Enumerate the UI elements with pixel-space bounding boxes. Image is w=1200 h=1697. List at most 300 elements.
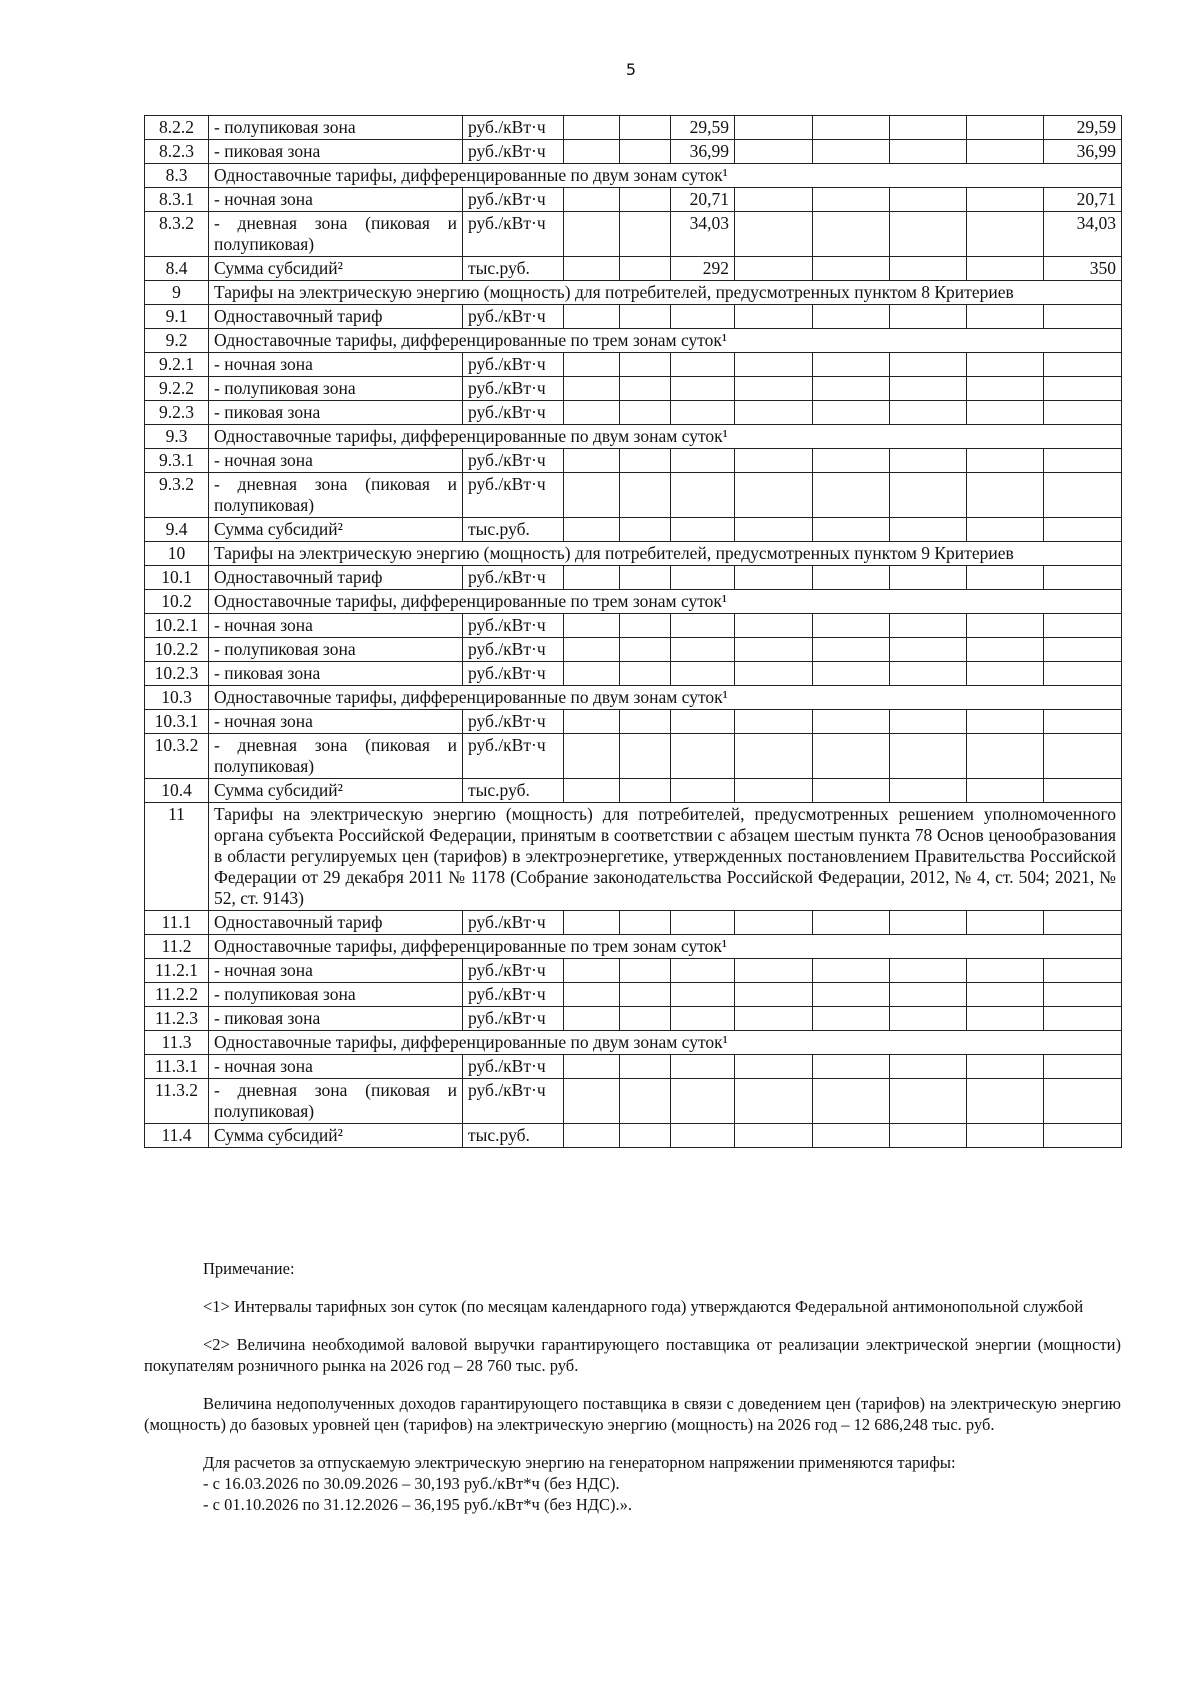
empty-cell: [620, 614, 671, 638]
empty-cell: [890, 983, 967, 1007]
row-number: 10.3.1: [145, 710, 209, 734]
empty-cell: [813, 377, 890, 401]
row-unit: руб./кВт·ч: [463, 1055, 564, 1079]
empty-cell: [1044, 779, 1122, 803]
empty-cell: [813, 257, 890, 281]
row-unit: руб./кВт·ч: [463, 566, 564, 590]
table-row: [145, 329, 1122, 353]
row-name: - пиковая зона: [209, 1007, 463, 1031]
empty-cell: [564, 188, 620, 212]
empty-cell: [890, 257, 967, 281]
empty-cell: [967, 257, 1044, 281]
empty-cell: [735, 662, 813, 686]
empty-cell: [813, 212, 890, 257]
row-unit: руб./кВт·ч: [463, 449, 564, 473]
empty-cell: [671, 473, 735, 518]
empty-cell: [620, 116, 671, 140]
empty-cell: [735, 911, 813, 935]
table-row: [145, 803, 1122, 911]
empty-cell: [1044, 1124, 1122, 1148]
empty-cell: [620, 779, 671, 803]
empty-cell: [671, 779, 735, 803]
empty-cell: [671, 638, 735, 662]
row-section-title: Тарифы на электрическую энергию (мощность) для потребителей, предусмотренных пунктом 9 Критериев: [209, 542, 1122, 566]
empty-cell: [735, 257, 813, 281]
row-number: 9.2.3: [145, 401, 209, 425]
empty-cell: [564, 353, 620, 377]
row-number: 8.3.2: [145, 212, 209, 257]
row-number: 11.1: [145, 911, 209, 935]
row-number: 9: [145, 281, 209, 305]
empty-cell: [735, 1079, 813, 1124]
row-section-title: Одноставочные тарифы, дифференцированные по двум зонам суток¹: [209, 1031, 1122, 1055]
empty-cell: [620, 1124, 671, 1148]
row-name: - полупиковая зона: [209, 983, 463, 1007]
tariff-table-body: [145, 116, 1122, 1148]
row-number: 11.3.1: [145, 1055, 209, 1079]
row-number: 9.4: [145, 518, 209, 542]
empty-cell: [735, 1055, 813, 1079]
empty-cell: [671, 983, 735, 1007]
table-row: [145, 959, 1122, 983]
empty-cell: [671, 1007, 735, 1031]
row-number: 11.2.3: [145, 1007, 209, 1031]
row-name: Сумма субсидий²: [209, 1124, 463, 1148]
empty-cell: [967, 518, 1044, 542]
empty-cell: [967, 401, 1044, 425]
empty-cell: [1044, 983, 1122, 1007]
empty-cell: [813, 188, 890, 212]
empty-cell: [620, 911, 671, 935]
empty-cell: [890, 212, 967, 257]
row-number: 10.3: [145, 686, 209, 710]
empty-cell: [813, 140, 890, 164]
table-row: [145, 188, 1122, 212]
row-name: - ночная зона: [209, 614, 463, 638]
row-number: 11.3.2: [145, 1079, 209, 1124]
table-row: [145, 518, 1122, 542]
empty-cell: [620, 377, 671, 401]
empty-cell: [620, 212, 671, 257]
table-row: [145, 1055, 1122, 1079]
empty-cell: [813, 566, 890, 590]
table-row: [145, 1007, 1122, 1031]
empty-cell: [564, 734, 620, 779]
empty-cell: [813, 638, 890, 662]
empty-cell: [890, 518, 967, 542]
empty-cell: [890, 1007, 967, 1031]
empty-cell: [967, 140, 1044, 164]
row-section-title: Одноставочные тарифы, дифференцированные по двум зонам суток¹: [209, 164, 1122, 188]
empty-cell: [671, 1055, 735, 1079]
row-unit: тыс.руб.: [463, 257, 564, 281]
empty-cell: [620, 1007, 671, 1031]
empty-cell: [564, 212, 620, 257]
empty-cell: [1044, 518, 1122, 542]
empty-cell: [564, 1055, 620, 1079]
value-cell: 29,59: [1044, 116, 1122, 140]
empty-cell: [967, 473, 1044, 518]
empty-cell: [1044, 401, 1122, 425]
row-unit: руб./кВт·ч: [463, 638, 564, 662]
table-row: [145, 542, 1122, 566]
row-number: 9.3.2: [145, 473, 209, 518]
row-name: Сумма субсидий²: [209, 779, 463, 803]
empty-cell: [967, 983, 1044, 1007]
table-row: [145, 935, 1122, 959]
value-cell: 36,99: [671, 140, 735, 164]
table-row: [145, 590, 1122, 614]
empty-cell: [1044, 377, 1122, 401]
empty-cell: [735, 518, 813, 542]
row-section-title: Одноставочные тарифы, дифференцированные по трем зонам суток¹: [209, 329, 1122, 353]
empty-cell: [1044, 473, 1122, 518]
empty-cell: [620, 188, 671, 212]
empty-cell: [620, 257, 671, 281]
value-cell: 34,03: [1044, 212, 1122, 257]
empty-cell: [967, 734, 1044, 779]
notes-section: [144, 1258, 1121, 1515]
note-2: <2> Величина необходимой валовой выручки гарантирующего поставщика от реализации электрической энергии (мощности) покупателям розничного рынка на 2026 год – 28 760 тыс. руб.: [144, 1335, 1121, 1375]
row-number: 9.3.1: [145, 449, 209, 473]
empty-cell: [735, 566, 813, 590]
empty-cell: [564, 983, 620, 1007]
empty-cell: [564, 911, 620, 935]
empty-cell: [890, 710, 967, 734]
row-unit: руб./кВт·ч: [463, 116, 564, 140]
empty-cell: [564, 1079, 620, 1124]
row-number: 10.1: [145, 566, 209, 590]
row-number: 10.2.3: [145, 662, 209, 686]
row-unit: руб./кВт·ч: [463, 188, 564, 212]
row-number: 10.3.2: [145, 734, 209, 779]
table-row: [145, 614, 1122, 638]
table-row: [145, 1031, 1122, 1055]
empty-cell: [967, 959, 1044, 983]
row-section-title: Одноставочные тарифы, дифференцированные по трем зонам суток¹: [209, 935, 1122, 959]
table-row: [145, 425, 1122, 449]
value-cell: 292: [671, 257, 735, 281]
empty-cell: [564, 257, 620, 281]
table-row: [145, 377, 1122, 401]
empty-cell: [890, 566, 967, 590]
empty-cell: [813, 983, 890, 1007]
empty-cell: [813, 116, 890, 140]
empty-cell: [890, 1079, 967, 1124]
empty-cell: [735, 188, 813, 212]
row-number: 10.2.2: [145, 638, 209, 662]
empty-cell: [620, 959, 671, 983]
empty-cell: [890, 638, 967, 662]
empty-cell: [735, 1124, 813, 1148]
table-row: [145, 353, 1122, 377]
empty-cell: [813, 449, 890, 473]
empty-cell: [890, 377, 967, 401]
row-name: - пиковая зона: [209, 662, 463, 686]
row-unit: руб./кВт·ч: [463, 911, 564, 935]
row-name: - дневная зона (пиковая и полупиковая): [209, 1079, 463, 1124]
empty-cell: [813, 518, 890, 542]
row-unit: руб./кВт·ч: [463, 710, 564, 734]
row-number: 11.2.2: [145, 983, 209, 1007]
note-1: <1> Интервалы тарифных зон суток (по месяцам календарного года) утверждаются Федеральной антимонопольной службой: [203, 1297, 1084, 1316]
value-cell: 20,71: [1044, 188, 1122, 212]
value-cell: 20,71: [671, 188, 735, 212]
empty-cell: [1044, 638, 1122, 662]
empty-cell: [967, 911, 1044, 935]
empty-cell: [735, 614, 813, 638]
empty-cell: [1044, 353, 1122, 377]
empty-cell: [564, 710, 620, 734]
row-number: 10: [145, 542, 209, 566]
empty-cell: [967, 449, 1044, 473]
generator-tariff-2: - с 01.10.2026 по 31.12.2026 – 36,195 руб./кВт*ч (без НДС).».: [203, 1495, 632, 1514]
row-section-title: Одноставочные тарифы, дифференцированные по двум зонам суток¹: [209, 425, 1122, 449]
empty-cell: [735, 401, 813, 425]
empty-cell: [735, 710, 813, 734]
empty-cell: [735, 983, 813, 1007]
row-name: - пиковая зона: [209, 140, 463, 164]
empty-cell: [1044, 662, 1122, 686]
empty-cell: [671, 566, 735, 590]
row-number: 9.2.2: [145, 377, 209, 401]
table-row: [145, 686, 1122, 710]
empty-cell: [1044, 305, 1122, 329]
empty-cell: [967, 188, 1044, 212]
empty-cell: [735, 638, 813, 662]
table-row: [145, 116, 1122, 140]
empty-cell: [890, 1124, 967, 1148]
row-number: 8.3.1: [145, 188, 209, 212]
empty-cell: [890, 911, 967, 935]
row-unit: руб./кВт·ч: [463, 1079, 564, 1124]
table-row: [145, 164, 1122, 188]
row-name: Одноставочный тариф: [209, 305, 463, 329]
empty-cell: [564, 959, 620, 983]
empty-cell: [735, 779, 813, 803]
empty-cell: [813, 1055, 890, 1079]
empty-cell: [620, 983, 671, 1007]
row-number: 11.4: [145, 1124, 209, 1148]
row-name: - полупиковая зона: [209, 116, 463, 140]
row-unit: руб./кВт·ч: [463, 1007, 564, 1031]
empty-cell: [967, 1007, 1044, 1031]
empty-cell: [813, 1079, 890, 1124]
row-name: Сумма субсидий²: [209, 257, 463, 281]
empty-cell: [813, 779, 890, 803]
empty-cell: [671, 662, 735, 686]
empty-cell: [564, 779, 620, 803]
row-unit: руб./кВт·ч: [463, 212, 564, 257]
table-row: [145, 473, 1122, 518]
empty-cell: [620, 734, 671, 779]
row-number: 8.2.2: [145, 116, 209, 140]
row-name: - ночная зона: [209, 959, 463, 983]
empty-cell: [967, 662, 1044, 686]
row-name: - дневная зона (пиковая и полупиковая): [209, 734, 463, 779]
empty-cell: [564, 449, 620, 473]
empty-cell: [620, 1055, 671, 1079]
row-section-title: Тарифы на электрическую энергию (мощность) для потребителей, предусмотренных решением уполномоченного органа субъекта Российской Федерации, принятым в соответствии с абзацем шестым пункта 78 Основ ценообразования в области регулируемых цен (тарифов) в электроэнергетике, утвержденных постановлением Правительства Российской Федерации от 29 декабря 2011 № 1178 (Собрание законодательства Российской Федерации, 2012, № 4, ст. 504; 2021, № 52, ст. 9143): [209, 803, 1122, 911]
empty-cell: [967, 353, 1044, 377]
empty-cell: [890, 116, 967, 140]
row-number: 11.3: [145, 1031, 209, 1055]
empty-cell: [890, 305, 967, 329]
empty-cell: [564, 662, 620, 686]
empty-cell: [967, 710, 1044, 734]
row-name: - ночная зона: [209, 188, 463, 212]
empty-cell: [735, 116, 813, 140]
value-cell: 36,99: [1044, 140, 1122, 164]
row-unit: тыс.руб.: [463, 779, 564, 803]
row-number: 9.3: [145, 425, 209, 449]
row-unit: руб./кВт·ч: [463, 305, 564, 329]
empty-cell: [735, 734, 813, 779]
empty-cell: [671, 710, 735, 734]
empty-cell: [564, 614, 620, 638]
row-section-title: Одноставочные тарифы, дифференцированные по двум зонам суток¹: [209, 686, 1122, 710]
empty-cell: [1044, 614, 1122, 638]
row-name: - ночная зона: [209, 710, 463, 734]
row-name: - полупиковая зона: [209, 377, 463, 401]
row-number: 11: [145, 803, 209, 911]
empty-cell: [620, 401, 671, 425]
empty-cell: [620, 1079, 671, 1124]
table-row: [145, 1124, 1122, 1148]
table-row: [145, 305, 1122, 329]
row-name: - пиковая зона: [209, 401, 463, 425]
empty-cell: [735, 959, 813, 983]
empty-cell: [671, 353, 735, 377]
table-row: [145, 212, 1122, 257]
empty-cell: [890, 614, 967, 638]
empty-cell: [813, 401, 890, 425]
empty-cell: [671, 734, 735, 779]
empty-cell: [671, 911, 735, 935]
empty-cell: [890, 188, 967, 212]
empty-cell: [813, 662, 890, 686]
row-unit: тыс.руб.: [463, 518, 564, 542]
row-unit: руб./кВт·ч: [463, 662, 564, 686]
empty-cell: [967, 1055, 1044, 1079]
empty-cell: [735, 353, 813, 377]
empty-cell: [1044, 1007, 1122, 1031]
table-row: [145, 1079, 1122, 1124]
row-unit: руб./кВт·ч: [463, 377, 564, 401]
row-unit: руб./кВт·ч: [463, 614, 564, 638]
generator-intro: Для расчетов за отпускаемую электрическую энергию на генераторном напряжении применяются тарифы:: [203, 1453, 956, 1472]
empty-cell: [564, 638, 620, 662]
table-row: [145, 734, 1122, 779]
row-name: - полупиковая зона: [209, 638, 463, 662]
row-name: - дневная зона (пиковая и полупиковая): [209, 473, 463, 518]
row-number: 10.4: [145, 779, 209, 803]
empty-cell: [671, 305, 735, 329]
empty-cell: [890, 734, 967, 779]
table-row: [145, 911, 1122, 935]
page-number: 5: [625, 60, 637, 79]
empty-cell: [735, 377, 813, 401]
row-unit: руб./кВт·ч: [463, 734, 564, 779]
empty-cell: [620, 353, 671, 377]
empty-cell: [967, 779, 1044, 803]
empty-cell: [671, 614, 735, 638]
empty-cell: [890, 662, 967, 686]
row-name: Сумма субсидий²: [209, 518, 463, 542]
empty-cell: [890, 959, 967, 983]
empty-cell: [564, 140, 620, 164]
row-unit: руб./кВт·ч: [463, 959, 564, 983]
empty-cell: [1044, 449, 1122, 473]
empty-cell: [890, 449, 967, 473]
empty-cell: [967, 377, 1044, 401]
empty-cell: [967, 638, 1044, 662]
row-name: - ночная зона: [209, 353, 463, 377]
empty-cell: [671, 1124, 735, 1148]
empty-cell: [967, 305, 1044, 329]
empty-cell: [1044, 1055, 1122, 1079]
empty-cell: [620, 473, 671, 518]
empty-cell: [890, 401, 967, 425]
value-cell: 350: [1044, 257, 1122, 281]
empty-cell: [564, 473, 620, 518]
empty-cell: [671, 401, 735, 425]
empty-cell: [620, 305, 671, 329]
empty-cell: [1044, 911, 1122, 935]
empty-cell: [967, 1124, 1044, 1148]
row-number: 8.2.3: [145, 140, 209, 164]
row-number: 10.2.1: [145, 614, 209, 638]
value-cell: 29,59: [671, 116, 735, 140]
row-number: 8.4: [145, 257, 209, 281]
empty-cell: [890, 779, 967, 803]
empty-cell: [564, 377, 620, 401]
empty-cell: [671, 959, 735, 983]
empty-cell: [620, 638, 671, 662]
empty-cell: [564, 401, 620, 425]
empty-cell: [671, 1079, 735, 1124]
value-cell: 34,03: [671, 212, 735, 257]
row-section-title: Тарифы на электрическую энергию (мощность) для потребителей, предусмотренных пунктом 8 Критериев: [209, 281, 1122, 305]
empty-cell: [620, 710, 671, 734]
row-name: - дневная зона (пиковая и полупиковая): [209, 212, 463, 257]
empty-cell: [564, 1007, 620, 1031]
row-name: Одноставочный тариф: [209, 566, 463, 590]
row-number: 11.2.1: [145, 959, 209, 983]
empty-cell: [813, 734, 890, 779]
empty-cell: [735, 1007, 813, 1031]
row-section-title: Одноставочные тарифы, дифференцированные по трем зонам суток¹: [209, 590, 1122, 614]
empty-cell: [564, 518, 620, 542]
empty-cell: [967, 614, 1044, 638]
empty-cell: [967, 566, 1044, 590]
empty-cell: [1044, 734, 1122, 779]
empty-cell: [620, 518, 671, 542]
empty-cell: [890, 473, 967, 518]
table-row: [145, 449, 1122, 473]
empty-cell: [890, 353, 967, 377]
row-unit: руб./кВт·ч: [463, 353, 564, 377]
table-row: [145, 662, 1122, 686]
empty-cell: [735, 449, 813, 473]
notes-title: Примечание:: [203, 1259, 295, 1278]
empty-cell: [735, 140, 813, 164]
empty-cell: [967, 1079, 1044, 1124]
table-row: [145, 566, 1122, 590]
empty-cell: [671, 449, 735, 473]
row-unit: руб./кВт·ч: [463, 140, 564, 164]
empty-cell: [813, 305, 890, 329]
